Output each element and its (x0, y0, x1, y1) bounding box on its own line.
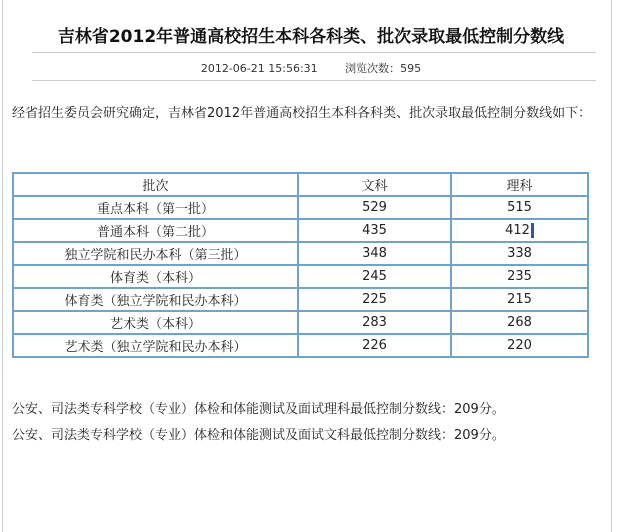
arts-score: 245 (298, 265, 451, 288)
science-score: 235 (451, 265, 588, 288)
arts-score: 283 (298, 311, 451, 334)
header-batch: 批次 (13, 173, 298, 196)
table-row (13, 196, 588, 219)
batch-cell: 体育类（本科） (13, 265, 298, 288)
note-science: 公安、司法类专科学校（专业）体检和体能测试及面试理科最低控制分数线：209分。 (12, 402, 505, 417)
table-row (13, 265, 588, 288)
publish-datetime: 2012-06-21 15:56:31 (200, 62, 318, 75)
divider (32, 80, 596, 81)
batch-cell: 普通本科（第二批） (13, 219, 298, 242)
science-score: 268 (451, 311, 588, 334)
arts-score: 435 (298, 219, 451, 242)
table-row (13, 311, 588, 334)
table-row (13, 242, 588, 265)
science-score: 338 (451, 242, 588, 265)
batch-cell: 艺术类（独立学院和民办本科） (13, 334, 298, 357)
note-arts: 公安、司法类专科学校（专业）体检和体能测试及面试文科最低控制分数线：209分。 (12, 428, 505, 443)
science-score: 215 (451, 288, 588, 311)
divider (32, 52, 596, 53)
score-table (12, 172, 589, 358)
table-row (13, 288, 588, 311)
text-cursor (531, 223, 534, 238)
table-row (13, 334, 588, 357)
arts-score: 225 (298, 288, 451, 311)
arts-score: 348 (298, 242, 451, 265)
arts-score: 226 (298, 334, 451, 357)
page-title: 吉林省2012年普通高校招生本科各科类、批次录取最低控制分数线 (57, 27, 565, 47)
article-meta (0, 60, 622, 76)
header-arts: 文科 (298, 173, 451, 196)
batch-cell: 重点本科（第一批） (13, 196, 298, 219)
table-header-row (13, 173, 588, 196)
batch-cell: 独立学院和民办本科（第三批） (13, 242, 298, 265)
science-score-cell (451, 219, 588, 242)
header-science: 理科 (451, 173, 588, 196)
table-row (13, 219, 588, 242)
intro-paragraph: 经省招生委员会研究确定，吉林省2012年普通高校招生本科各科类、批次录取最低控制分数线如下： (12, 106, 592, 121)
batch-cell: 艺术类（本科） (13, 311, 298, 334)
arts-score: 529 (298, 196, 451, 219)
science-score: 515 (451, 196, 588, 219)
science-score: 220 (451, 334, 588, 357)
view-count: 浏览次数：595 (345, 62, 422, 75)
science-score: 412 (505, 223, 530, 238)
batch-cell: 体育类（独立学院和民办本科） (13, 288, 298, 311)
